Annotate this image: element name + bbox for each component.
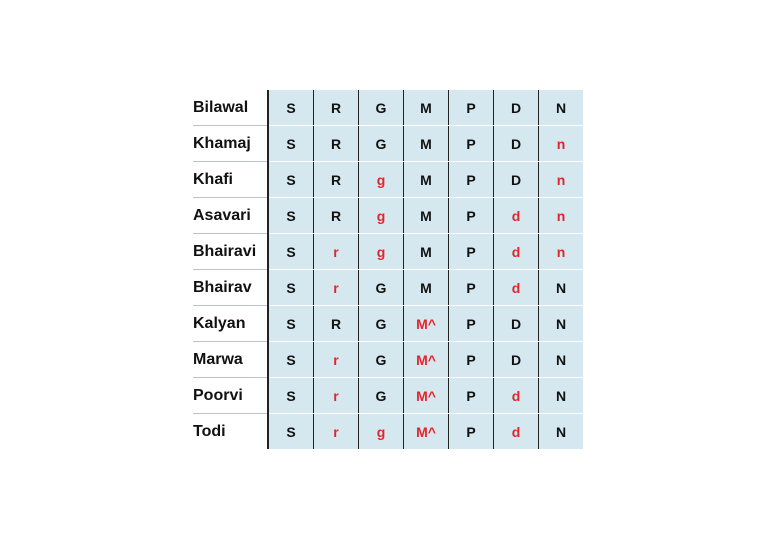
note-cell-ga: G [359, 342, 404, 378]
note-cell-ni: n [539, 198, 584, 234]
note-cell-ga: g [359, 234, 404, 270]
table-row [193, 126, 583, 162]
note-cell-re: R [314, 126, 359, 162]
note-cell-re: R [314, 198, 359, 234]
note-cell-pa: P [449, 162, 494, 198]
note-cell-sa: S [268, 270, 314, 306]
note-cell-dha: d [494, 414, 539, 450]
note-cell-ni: N [539, 306, 584, 342]
table-row [193, 342, 583, 378]
note-cell-dha: D [494, 126, 539, 162]
note-cell-ma: M [404, 90, 449, 126]
note-cell-ni: N [539, 90, 584, 126]
note-cell-ga: G [359, 378, 404, 414]
note-cell-ma: M^ [404, 306, 449, 342]
table-row [193, 234, 583, 270]
raga-name-cell: Poorvi [193, 378, 268, 414]
note-cell-dha: d [494, 234, 539, 270]
note-cell-dha: d [494, 270, 539, 306]
note-cell-pa: P [449, 126, 494, 162]
thaat-table [193, 90, 583, 449]
note-cell-sa: S [268, 342, 314, 378]
note-cell-re: r [314, 234, 359, 270]
note-cell-ga: g [359, 162, 404, 198]
note-cell-sa: S [268, 162, 314, 198]
note-cell-ma: M^ [404, 342, 449, 378]
note-cell-ni: n [539, 162, 584, 198]
table-row [193, 306, 583, 342]
table-row [193, 162, 583, 198]
table-row [193, 198, 583, 234]
note-cell-pa: P [449, 342, 494, 378]
raga-name-cell: Khamaj [193, 126, 268, 162]
raga-name-cell: Bilawal [193, 90, 268, 126]
note-cell-ma: M [404, 198, 449, 234]
note-cell-sa: S [268, 414, 314, 450]
table-row [193, 270, 583, 306]
note-cell-ni: N [539, 414, 584, 450]
note-cell-dha: D [494, 162, 539, 198]
note-cell-dha: D [494, 90, 539, 126]
note-cell-sa: S [268, 126, 314, 162]
note-cell-dha: d [494, 198, 539, 234]
note-cell-re: R [314, 162, 359, 198]
note-cell-ni: N [539, 342, 584, 378]
note-cell-sa: S [268, 90, 314, 126]
note-cell-ma: M^ [404, 414, 449, 450]
table-row [193, 378, 583, 414]
raga-name-cell: Kalyan [193, 306, 268, 342]
note-cell-re: r [314, 270, 359, 306]
note-cell-pa: P [449, 270, 494, 306]
note-cell-sa: S [268, 306, 314, 342]
note-cell-ni: n [539, 234, 584, 270]
note-cell-pa: P [449, 414, 494, 450]
thaat-table-body [193, 90, 583, 449]
note-cell-sa: S [268, 234, 314, 270]
note-cell-ni: N [539, 378, 584, 414]
note-cell-ga: g [359, 198, 404, 234]
note-cell-pa: P [449, 90, 494, 126]
note-cell-re: r [314, 414, 359, 450]
note-cell-ma: M [404, 234, 449, 270]
note-cell-dha: D [494, 306, 539, 342]
note-cell-ma: M [404, 162, 449, 198]
raga-name-cell: Bhairavi [193, 234, 268, 270]
note-cell-ni: n [539, 126, 584, 162]
note-cell-re: R [314, 90, 359, 126]
note-cell-ga: G [359, 126, 404, 162]
raga-name-cell: Todi [193, 414, 268, 450]
note-cell-pa: P [449, 378, 494, 414]
note-cell-re: r [314, 342, 359, 378]
note-cell-ma: M [404, 126, 449, 162]
raga-name-cell: Khafi [193, 162, 268, 198]
note-cell-re: R [314, 306, 359, 342]
note-cell-ga: G [359, 270, 404, 306]
raga-name-cell: Bhairav [193, 270, 268, 306]
table-row [193, 414, 583, 450]
note-cell-ga: G [359, 306, 404, 342]
note-cell-sa: S [268, 378, 314, 414]
note-cell-pa: P [449, 234, 494, 270]
note-cell-ga: g [359, 414, 404, 450]
note-cell-ma: M [404, 270, 449, 306]
raga-name-cell: Asavari [193, 198, 268, 234]
note-cell-sa: S [268, 198, 314, 234]
table-row [193, 90, 583, 126]
note-cell-dha: D [494, 342, 539, 378]
note-cell-ma: M^ [404, 378, 449, 414]
raga-name-cell: Marwa [193, 342, 268, 378]
note-cell-re: r [314, 378, 359, 414]
note-cell-pa: P [449, 198, 494, 234]
note-cell-ga: G [359, 90, 404, 126]
note-cell-pa: P [449, 306, 494, 342]
note-cell-ni: N [539, 270, 584, 306]
note-cell-dha: d [494, 378, 539, 414]
